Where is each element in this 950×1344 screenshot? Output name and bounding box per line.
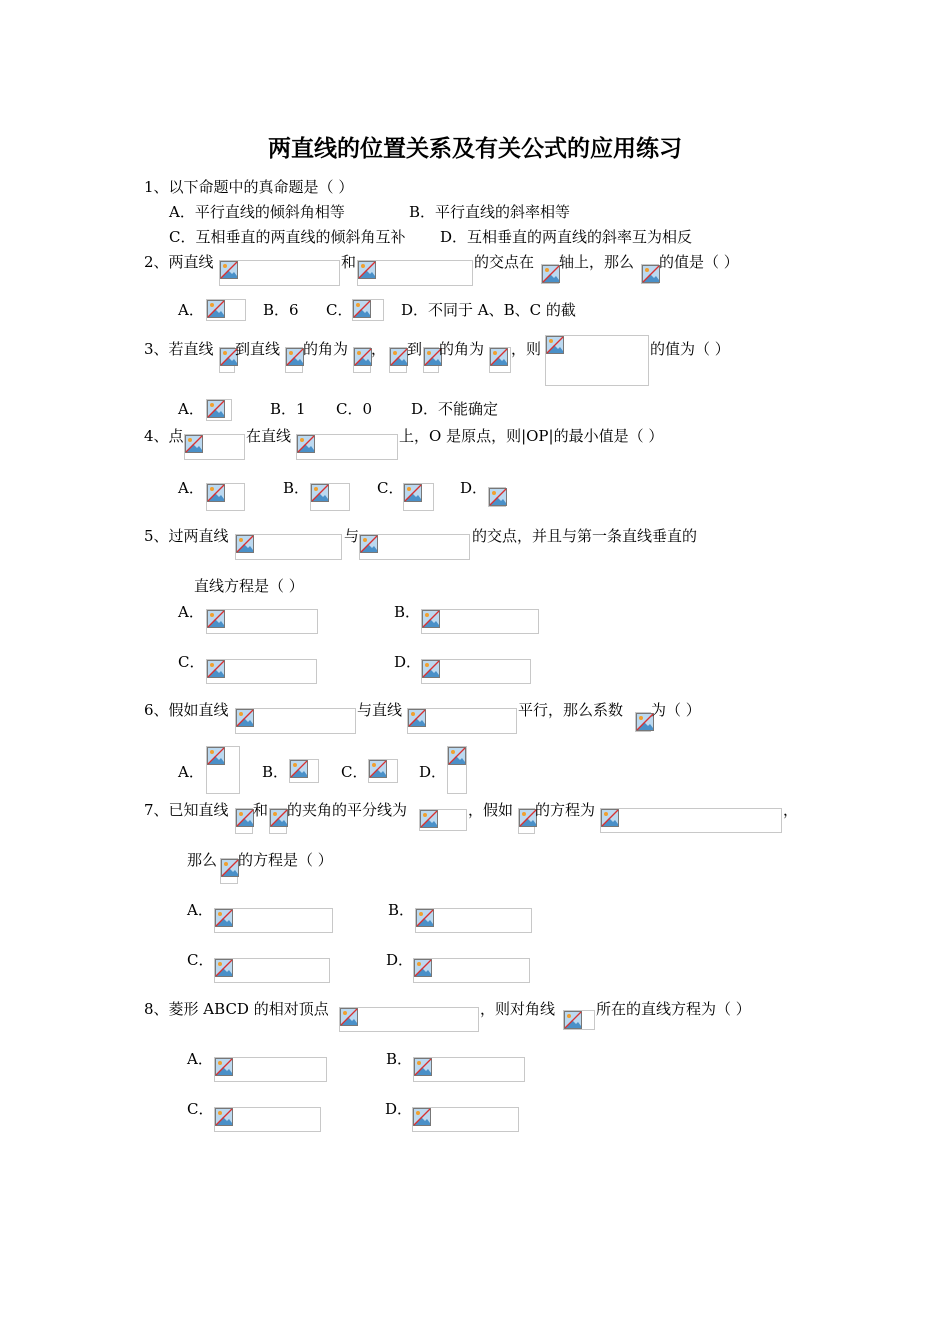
formula-image — [184, 434, 245, 460]
q7-text: ，假如 — [468, 801, 514, 819]
q8-text: 8、菱形 ABCD 的相对顶点 — [144, 1000, 329, 1018]
q7-text: 的方程是（ ） — [238, 851, 333, 869]
formula-image — [206, 483, 245, 511]
q6-option-b: B． — [262, 763, 289, 781]
formula-image — [285, 347, 303, 373]
q3-option-b: B．1 — [270, 400, 306, 418]
formula-image — [206, 659, 317, 684]
q5-text: 直线方程是（ ） — [194, 577, 304, 595]
formula-image — [206, 609, 318, 634]
formula-image — [563, 1010, 595, 1030]
q2-text: 轴上，那么 — [559, 253, 635, 271]
q8-text: ，则对角线 — [480, 1000, 556, 1018]
formula-image — [423, 347, 439, 373]
q6-text: 与直线 — [357, 701, 403, 719]
q3-option-d: D．不能确定 — [411, 400, 499, 418]
q3-text: 到 — [407, 340, 423, 358]
formula-image — [641, 264, 659, 284]
q2-option-c: C． — [326, 301, 353, 319]
formula-image — [421, 609, 539, 634]
formula-image — [413, 958, 530, 983]
q7-text: 的方程为 — [535, 801, 596, 819]
formula-image — [413, 1057, 525, 1082]
formula-image — [357, 260, 473, 286]
q4-text: 在直线 — [246, 427, 292, 445]
formula-image — [339, 1007, 479, 1032]
formula-image — [447, 746, 467, 794]
formula-image — [359, 534, 470, 560]
q6-option-a: A． — [178, 763, 204, 781]
formula-image — [289, 759, 319, 783]
q1-option-c: C．互相垂直的两直线的倾斜角互补 — [169, 228, 406, 246]
q8-option-c: C． — [187, 1100, 214, 1118]
page-title: 两直线的位置关系及有关公式的应用练习 — [268, 135, 682, 162]
q6-option-c: C． — [341, 763, 368, 781]
q7-option-c: C． — [187, 951, 214, 969]
formula-image — [220, 858, 238, 884]
formula-image — [412, 1107, 519, 1132]
q2-text: 的交点在 — [474, 253, 535, 271]
formula-image — [235, 808, 253, 834]
q3-text: 的值为（ ） — [650, 340, 730, 358]
q7-option-a: A． — [187, 901, 213, 919]
formula-image — [219, 347, 235, 373]
q7-text: 那么 — [187, 851, 218, 869]
formula-image — [206, 399, 232, 421]
q2-text: 和 — [341, 253, 357, 271]
formula-image — [419, 809, 467, 831]
q3-option-a: A． — [178, 400, 204, 418]
formula-image — [235, 708, 356, 734]
q1-stem: 1、以下命题中的真命题是（ ） — [144, 178, 354, 196]
formula-image — [269, 808, 287, 834]
formula-image — [353, 347, 371, 373]
q3-option-c: C．0 — [336, 400, 373, 418]
q5-option-b: B． — [394, 603, 421, 621]
formula-image — [214, 908, 333, 933]
q8-option-d: D． — [385, 1100, 413, 1118]
formula-image — [415, 908, 532, 933]
formula-image — [206, 299, 246, 321]
formula-image — [296, 434, 398, 460]
q4-option-a: A． — [178, 479, 204, 497]
q5-text: 与 — [344, 527, 360, 545]
q2-option-b: B．6 — [263, 301, 299, 319]
formula-image — [214, 1057, 327, 1082]
q5-text: 5、过两直线 — [144, 527, 229, 545]
formula-image — [488, 487, 506, 507]
q6-text: 为（ ） — [651, 701, 701, 719]
q3-text: ， — [371, 340, 387, 358]
q3-text: 的角为 — [303, 340, 349, 358]
q3-text: ，则 — [511, 340, 542, 358]
q8-option-b: B． — [386, 1050, 413, 1068]
formula-image — [310, 483, 350, 511]
q7-text: 的夹角的平分线为 — [287, 801, 408, 819]
formula-image — [368, 759, 398, 783]
formula-image — [214, 958, 330, 983]
q2-text: 2、两直线 — [144, 253, 214, 271]
formula-image — [489, 347, 511, 373]
formula-image — [421, 659, 531, 684]
q4-text: 4、点 — [144, 427, 184, 445]
q5-option-c: C． — [178, 653, 205, 671]
formula-image — [214, 1107, 321, 1132]
q6-text: 平行，那么系数 — [518, 701, 624, 719]
q4-option-c: C． — [377, 479, 404, 497]
formula-image — [518, 808, 535, 834]
formula-image — [403, 483, 434, 511]
q7-text: ， — [783, 801, 799, 819]
q3-text: 3、若直线 — [144, 340, 214, 358]
q5-option-d: D． — [394, 653, 422, 671]
formula-image — [235, 534, 342, 560]
formula-image — [389, 347, 407, 373]
q1-option-b: B．平行直线的斜率相等 — [409, 203, 571, 221]
q8-text: 所在的直线方程为（ ） — [596, 1000, 751, 1018]
formula-image — [352, 299, 384, 321]
q3-text: 到直线 — [235, 340, 281, 358]
q5-text: 的交点，并且与第一条直线垂直的 — [472, 527, 698, 545]
q4-text: 上，O 是原点，则|OP|的最小值是（ ） — [399, 427, 664, 445]
formula-image — [545, 335, 649, 386]
q2-option-d: D．不同于 A、B、C 的截 — [401, 301, 576, 319]
q8-option-a: A． — [187, 1050, 213, 1068]
formula-image — [407, 708, 517, 734]
q2-text: 的值是（ ） — [659, 253, 739, 271]
q7-option-d: D． — [386, 951, 414, 969]
formula-image — [206, 746, 240, 794]
q4-option-d: D． — [460, 479, 488, 497]
q1-option-d: D．互相垂直的两直线的斜率互为相反 — [440, 228, 693, 246]
q6-option-d: D． — [419, 763, 447, 781]
q7-text: 和 — [253, 801, 269, 819]
q4-option-b: B． — [283, 479, 310, 497]
q1-option-a: A．平行直线的倾斜角相等 — [169, 203, 345, 221]
q7-text: 7、已知直线 — [144, 801, 229, 819]
q3-text: 的角为 — [439, 340, 485, 358]
formula-image — [600, 808, 782, 833]
q6-text: 6、假如直线 — [144, 701, 229, 719]
formula-image — [541, 264, 559, 284]
q7-option-b: B． — [388, 901, 415, 919]
q2-option-a: A． — [178, 301, 204, 319]
formula-image — [635, 712, 651, 732]
q5-option-a: A． — [178, 603, 204, 621]
formula-image — [219, 260, 340, 286]
